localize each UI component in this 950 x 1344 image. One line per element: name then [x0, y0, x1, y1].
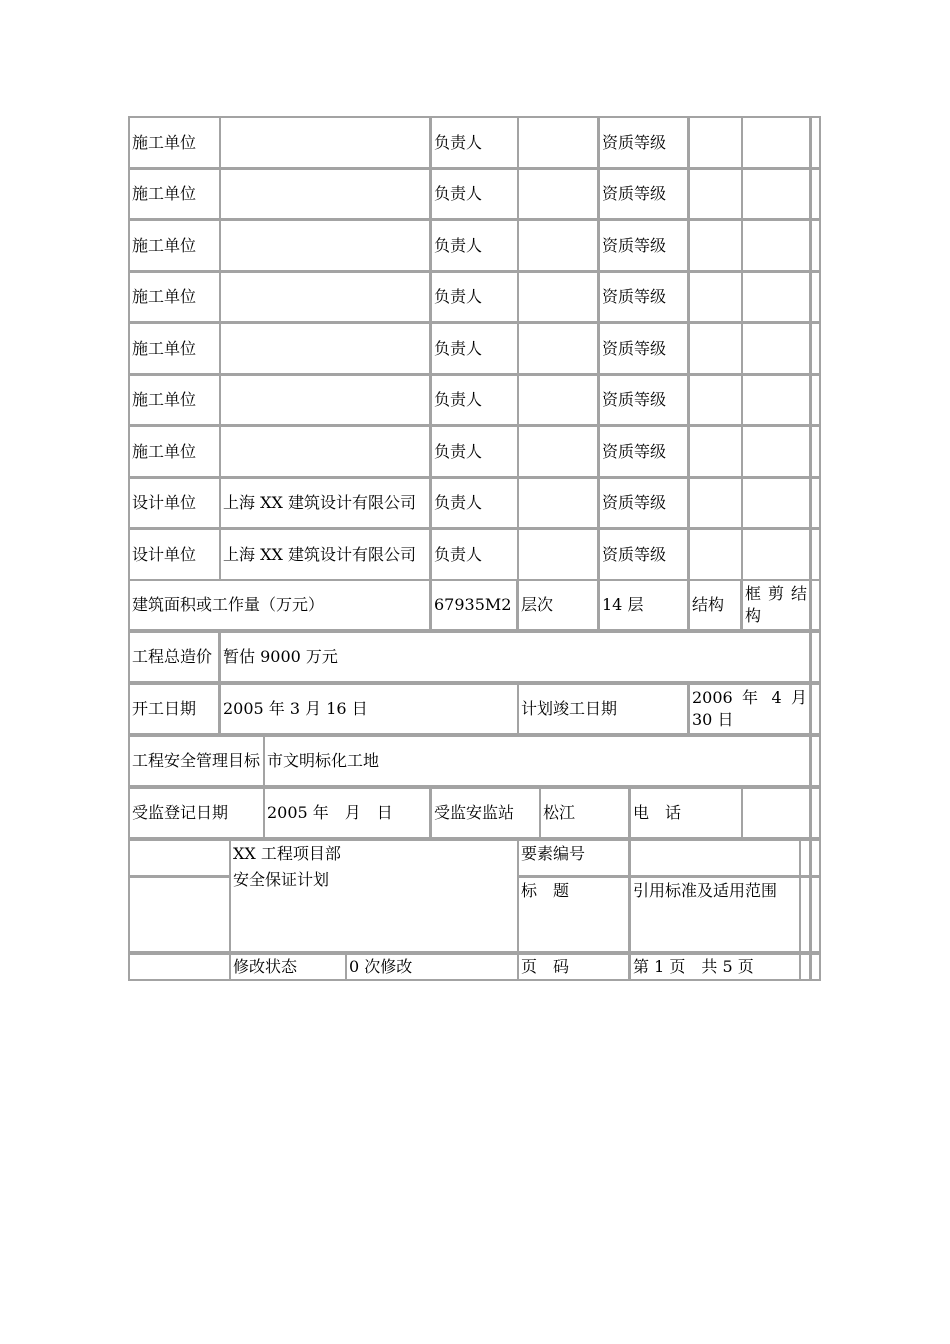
- head-label: 负责人: [430, 528, 519, 581]
- head-value: [517, 425, 599, 478]
- area-value: 67935M2: [430, 579, 518, 631]
- unit-type-label: 施工单位: [128, 374, 221, 426]
- edge-cell: [810, 735, 821, 787]
- blank-cell: [741, 219, 811, 272]
- edge-cell: [810, 168, 821, 220]
- qualification-label: 资质等级: [598, 168, 689, 220]
- registration-date: 2005 年 月 日: [263, 787, 431, 839]
- edge-cell: [810, 528, 821, 581]
- department-name: XX 工程项目部: [233, 844, 341, 863]
- head-value: [517, 116, 599, 169]
- phone-label: 电 话: [629, 787, 743, 839]
- cost-value: 暂估 9000 万元: [219, 631, 811, 683]
- qualification-value: [688, 271, 743, 323]
- head-value: [517, 528, 599, 581]
- revision-value: 0 次修改: [345, 953, 519, 981]
- structure-label: 结构: [688, 579, 742, 631]
- head-value: [517, 271, 599, 323]
- structure-value: [741, 579, 811, 631]
- qualification-label: 资质等级: [598, 271, 689, 323]
- unit-type-label: 施工单位: [128, 116, 221, 169]
- qualification-value: [688, 374, 743, 426]
- head-label: 负责人: [430, 477, 519, 529]
- department-cell: [229, 839, 519, 953]
- unit-name-value: [219, 374, 431, 426]
- start-date-label: 开工日期: [128, 683, 220, 735]
- revision-label: 修改状态: [229, 953, 347, 981]
- head-value: [517, 168, 599, 220]
- unit-name-value: [219, 116, 431, 169]
- edge-cell: [810, 374, 821, 426]
- safety-label: [128, 735, 265, 787]
- head-label: 负责人: [430, 219, 519, 272]
- unit-type-label: 施工单位: [128, 322, 221, 375]
- blank-cell: [741, 322, 811, 375]
- qualification-value: [688, 219, 743, 272]
- phone-value: [741, 787, 811, 839]
- qualification-label: 资质等级: [598, 477, 689, 529]
- end-date-text: 2006 年 4 月 30 日: [692, 688, 807, 729]
- unit-name-value: [219, 271, 431, 323]
- floors-value: 14 层: [598, 579, 689, 631]
- blank-cell: [741, 116, 811, 169]
- edge-cell: [810, 839, 821, 877]
- edge-cell: [810, 477, 821, 529]
- unit-type-label: 设计单位: [128, 477, 221, 529]
- logo-cell: [128, 839, 231, 877]
- edge-cell: [810, 787, 821, 839]
- blank-cell: [128, 876, 231, 953]
- qualification-value: [688, 477, 743, 529]
- station-value: 松江: [539, 787, 630, 839]
- structure-text: 框 剪 结构: [745, 584, 807, 625]
- edge-cell: [810, 116, 821, 169]
- head-value: [517, 219, 599, 272]
- page-label: 页 码: [517, 953, 630, 981]
- head-value: [517, 322, 599, 375]
- floors-label: 层次: [517, 579, 599, 631]
- registration-label: 受监登记日期: [128, 787, 265, 839]
- edge-cell: [810, 953, 821, 981]
- area-label: 建筑面积或工作量（万元）: [128, 579, 431, 631]
- unit-type-label: 施工单位: [128, 219, 221, 272]
- station-label: 受监安监站: [430, 787, 541, 839]
- edge-cell: [810, 425, 821, 478]
- unit-name-value: 上海 XX 建筑设计有限公司: [219, 477, 431, 529]
- blank-cell: [741, 477, 811, 529]
- qualification-label: 资质等级: [598, 219, 689, 272]
- safety-label-text: 工程安全管理目标: [132, 751, 261, 770]
- blank-cell: [741, 425, 811, 478]
- head-value: [517, 477, 599, 529]
- unit-type-label: 施工单位: [128, 271, 221, 323]
- qualification-label: 资质等级: [598, 374, 689, 426]
- qualification-value: [688, 168, 743, 220]
- blank-cell: [741, 168, 811, 220]
- unit-name-value: 上海 XX 建筑设计有限公司: [219, 528, 431, 581]
- element-no-value: [629, 839, 801, 877]
- unit-name-value: [219, 425, 431, 478]
- edge-cell: [810, 322, 821, 375]
- cost-label: 工程总造价: [128, 631, 220, 683]
- qualification-label: 资质等级: [598, 116, 689, 169]
- edge-cell: [810, 219, 821, 272]
- page-value: 第 1 页 共 5 页: [629, 953, 801, 981]
- unit-name-value: [219, 219, 431, 272]
- plan-name: 安全保证计划: [233, 870, 330, 889]
- qualification-value: [688, 425, 743, 478]
- unit-name-value: [219, 322, 431, 375]
- edge-cell: [810, 579, 821, 631]
- qualification-label: 资质等级: [598, 425, 689, 478]
- head-label: 负责人: [430, 374, 519, 426]
- head-label: 负责人: [430, 271, 519, 323]
- safety-value: 市文明标化工地: [263, 735, 811, 787]
- edge-cell: [810, 683, 821, 735]
- head-label: 负责人: [430, 425, 519, 478]
- title-label: 标 题: [517, 876, 630, 953]
- unit-type-label: 设计单位: [128, 528, 221, 581]
- title-value: 引用标准及适用范围: [629, 876, 801, 953]
- start-date-value: 2005 年 3 月 16 日: [219, 683, 519, 735]
- blank-cell: [741, 528, 811, 581]
- qualification-label: 资质等级: [598, 322, 689, 375]
- head-label: 负责人: [430, 322, 519, 375]
- blank-cell: [741, 271, 811, 323]
- head-value: [517, 374, 599, 426]
- edge-cell: [810, 876, 821, 953]
- edge-cell: [810, 271, 821, 323]
- head-label: 负责人: [430, 116, 519, 169]
- unit-name-value: [219, 168, 431, 220]
- head-label: 负责人: [430, 168, 519, 220]
- qualification-value: [688, 528, 743, 581]
- qualification-label: 资质等级: [598, 528, 689, 581]
- unit-type-label: 施工单位: [128, 168, 221, 220]
- edge-cell: [810, 631, 821, 683]
- element-no-label: 要素编号: [517, 839, 630, 877]
- qualification-value: [688, 322, 743, 375]
- blank-cell: [741, 374, 811, 426]
- end-date-value: [688, 683, 811, 735]
- blank-cell: [128, 953, 231, 981]
- end-date-label: 计划竣工日期: [517, 683, 689, 735]
- qualification-value: [688, 116, 743, 169]
- unit-type-label: 施工单位: [128, 425, 221, 478]
